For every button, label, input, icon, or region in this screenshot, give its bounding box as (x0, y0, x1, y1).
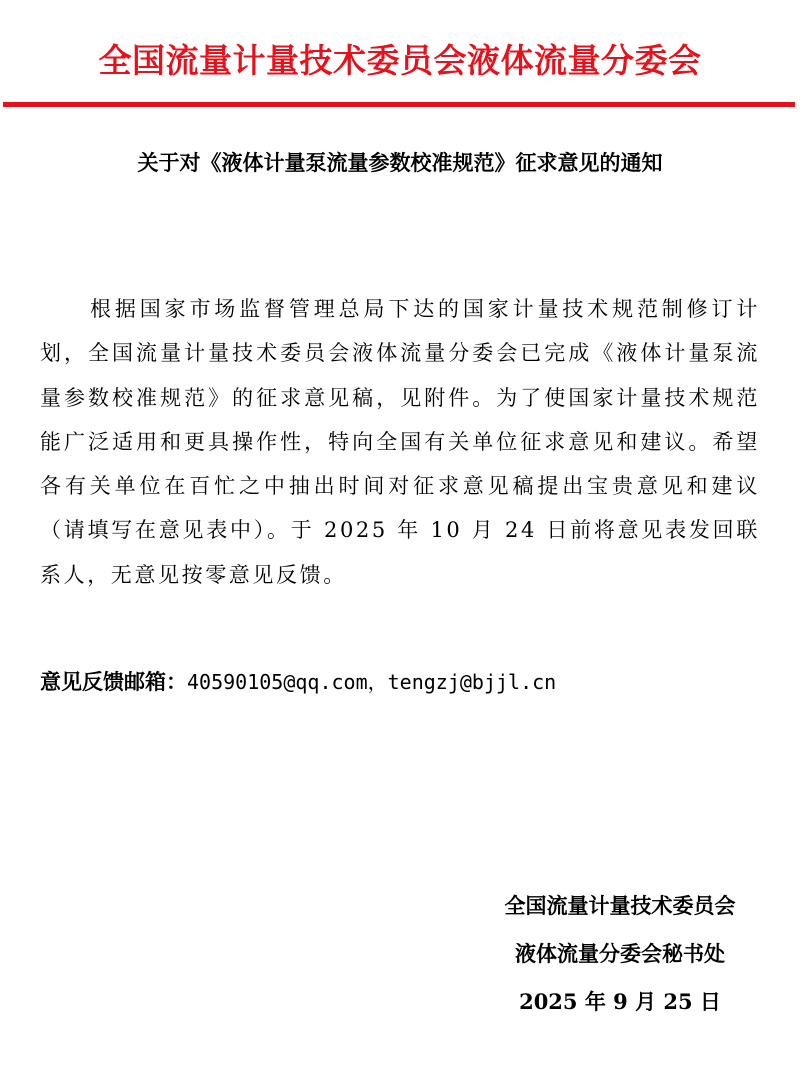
feedback-email-addresses: 40590105@qq.com，tengzj@bjjl.cn (187, 670, 557, 694)
signature-block (460, 882, 780, 1026)
letterhead-rule (3, 102, 795, 107)
signature-secretariat: 液体流量分委会秘书处 (515, 941, 725, 966)
letterhead-title: 全国流量计量技术委员会液体流量分委会 (98, 41, 702, 80)
signature-committee: 全国流量计量技术委员会 (504, 893, 736, 918)
feedback-email-line (40, 664, 760, 700)
notice-title: 关于对《液体计量泵流量参数校准规范》征求意见的通知 (137, 151, 663, 175)
signature-date: 2025 年 9 月 25 日 (519, 989, 721, 1014)
feedback-email-label: 意见反馈邮箱： (40, 670, 187, 694)
notice-body-paragraph: 根据国家市场监督管理总局下达的国家计量技术规范制修订计划，全国流量计量技术委员会液体流量分委会已完成《液体计量泵流量参数校准规范》的征求意见稿，见附件。为了使国家计量技术规范能广泛适用和更具操作性，特向全国有关单位征求意见和建议。希望各有关单位在百忙之中抽出时间对征求意见稿提出宝贵意见和建议（请填写在意见表中）。于 2025 年 10 月 24 日前将意见表发回联系人，无意见按零意见反馈。 (40, 297, 760, 587)
